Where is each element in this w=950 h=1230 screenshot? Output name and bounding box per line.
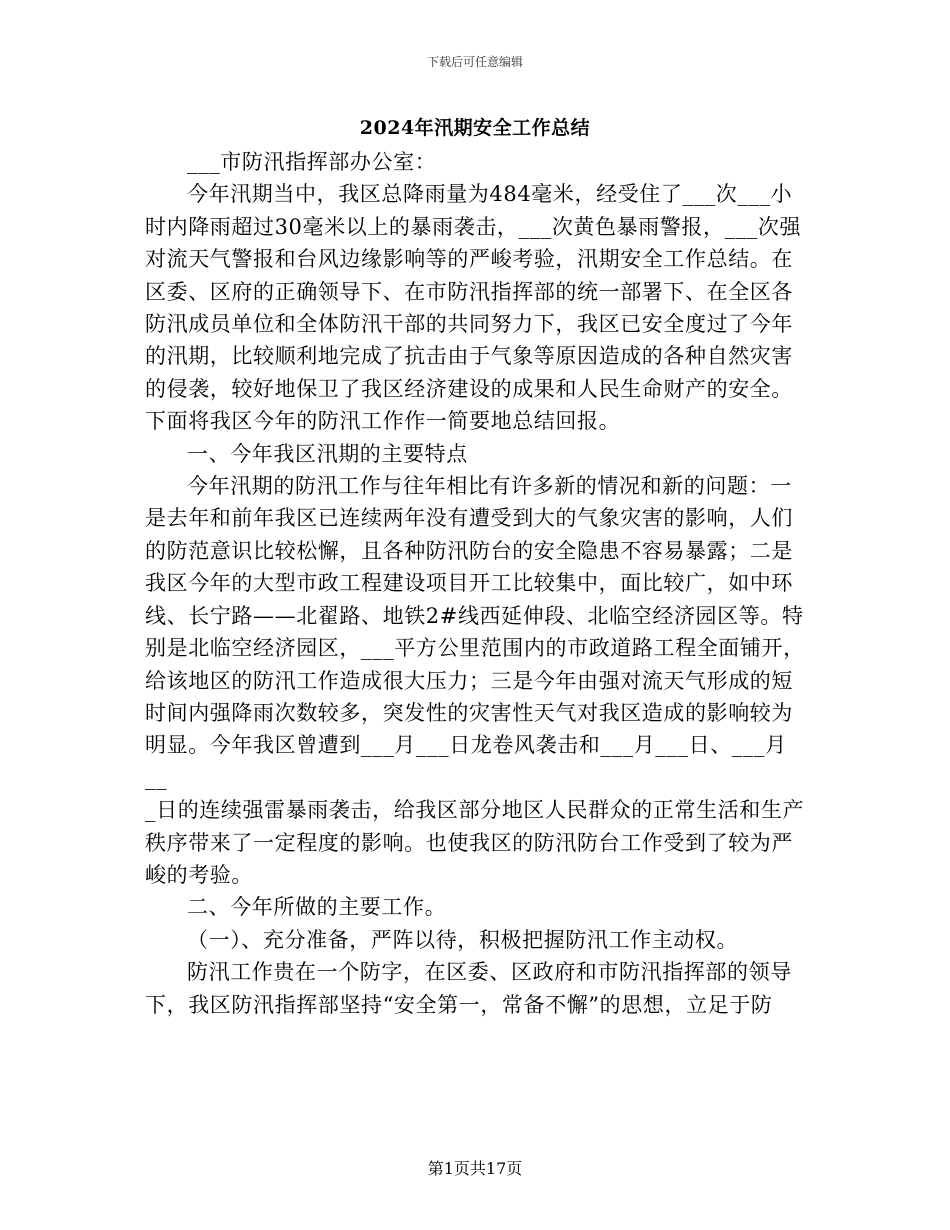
text-line: 今年汛期的防汛工作与往年相比有许多新的情况和新的问题：一 [187, 474, 792, 499]
header-note: 下载后可任意编辑 [426, 55, 523, 69]
text-line: 对流天气警报和台风边缘影响等的严峻考验，汛期安全工作总结。在 [145, 247, 793, 272]
text-line: 防汛成员单位和全体防汛干部的共同努力下，我区已安全度过了今年 [145, 312, 793, 337]
text-line: _日的连续强雷暴雨袭击，给我区部分地区人民群众的正常生活和生产 [145, 798, 805, 823]
text-line: 的侵袭，较好地保卫了我区经济建设的成果和人民生命财产的安全。 [145, 376, 793, 401]
text-line: 时间内强降雨次数较多，突发性的灾害性天气对我区造成的影响较为 [145, 700, 793, 725]
text-line: 下面将我区今年的防汛工作作一简要地总结回报。 [145, 409, 621, 434]
text-line: 线、长宁路——北翟路、地铁2#线西延伸段、北临空经济园区等。特 [145, 603, 804, 628]
text-line: 二、今年所做的主要工作。 [187, 895, 447, 920]
text-line: ___市防汛指挥部办公室： [187, 150, 437, 174]
document-body [145, 146, 805, 1021]
text-line: 我区今年的大型市政工程建设项目开工比较集中，面比较广，如中环 [145, 571, 793, 596]
text-line: 的汛期，比较顺利地完成了抗击由于气象等原因造成的各种自然灾害 [145, 344, 793, 369]
page-number: 第1页共17页 [427, 1159, 523, 1178]
text-line: 秩序带来了一定程度的影响。也使我区的防汛防台工作受到了较为严 [145, 830, 793, 855]
text-line: （一）、充分准备，严阵以待，积极把握防汛工作主动权。 [187, 927, 739, 952]
text-line: 一、今年我区汛期的主要特点 [187, 441, 468, 466]
text-line: 峻的考验。 [145, 862, 253, 887]
text-line: 明显。今年我区曾遭到___月___日龙卷风袭击和___月___日、___月__ [145, 733, 787, 790]
text-line: 今年汛期当中，我区总降雨量为484毫米，经受住了___次___小 [187, 182, 793, 207]
text-line: 区委、区府的正确领导下、在市防汛指挥部的统一部署下、在全区各 [145, 279, 793, 304]
document-title: 2024年汛期安全工作总结 [359, 117, 591, 139]
text-line: 时内降雨超过30毫米以上的暴雨袭击，___次黄色暴雨警报，___次强 [145, 214, 802, 239]
text-line: 的防范意识比较松懈，且各种防汛防台的安全隐患不容易暴露；二是 [145, 538, 793, 563]
text-line: 防汛工作贵在一个防字，在区委、区政府和市防汛指挥部的领导 [187, 960, 792, 985]
text-line: 给该地区的防汛工作造成很大压力；三是今年由强对流天气形成的短 [145, 668, 793, 693]
text-line: 别是北临空经济园区，___平方公里范围内的市政道路工程全面铺开， [145, 636, 805, 661]
text-line: 是去年和前年我区已连续两年没有遭受到大的气象灾害的影响，人们 [145, 506, 793, 531]
text-line: 下，我区防汛指挥部坚持“安全第一，常备不懈”的思想，立足于防 [145, 992, 773, 1017]
